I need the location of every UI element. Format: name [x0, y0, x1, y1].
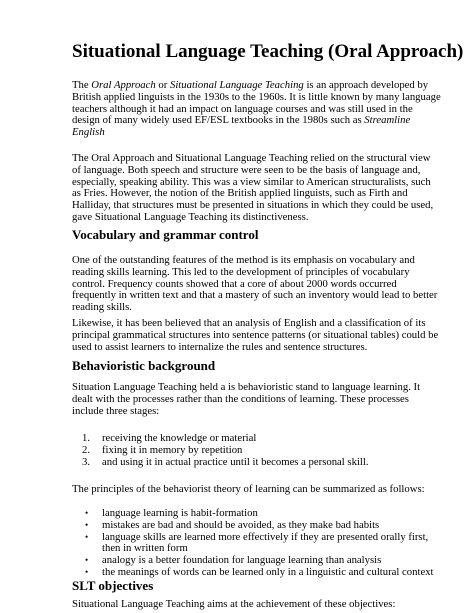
- intro-paragraph: [72, 79, 441, 139]
- term-streamline: Streamline: [364, 114, 411, 127]
- paragraph-line: Halliday, that structures must be presented in situations in which they could be used,: [72, 199, 434, 212]
- behavioristic-paragraph: [72, 381, 421, 417]
- heading-behavioristic: Behavioristic background: [72, 358, 216, 373]
- paragraph-line: Situational Language Teaching aims at the achievement of these objectives:: [72, 598, 396, 610]
- heading-vocabulary: Vocabulary and grammar control: [72, 227, 259, 242]
- bullet-icon: •: [85, 508, 89, 518]
- paragraph-line: of language. Both speech and structure were seen to be the basis of language and,: [72, 163, 421, 176]
- paragraph-line: Situation Language Teaching held a is behavioristic stand to language learning. It: [72, 381, 421, 393]
- paragraph-line: reading skills.: [72, 301, 132, 314]
- intro-line-1: The Oral Approach or Situational Language Teaching is an approach developed by: [72, 79, 429, 91]
- term-slt: Situational Language Teaching: [169, 79, 304, 91]
- list-number: 1.: [82, 432, 91, 444]
- intro-line-3: teachers although it had an impact on language courses and was still used in the: [72, 102, 413, 115]
- list-number: 3.: [82, 455, 91, 468]
- intro-line-2: British applied linguists in the 1930s to the 1960s. It is little known by many language: [72, 90, 441, 103]
- list-item: • mistakes are bad and should be avoided, as they make bad habits: [85, 518, 380, 531]
- paragraph-line: The Oral Approach and Situational Language Teaching relied on the structural view: [72, 152, 431, 164]
- list-item: 3. and using it in actual practice until it becomes a personal skill.: [82, 455, 369, 468]
- list-item: • the meanings of words can be learned only in a linguistic and cultural context: [85, 565, 434, 578]
- paragraph-line: reading skills learning. This led to the development of principles of vocabulary: [72, 265, 410, 278]
- principles-list: [72, 508, 434, 579]
- stages-list: [72, 433, 369, 468]
- list-item: • language skills are learned more effectively if they are presented orally first, then in written form: [85, 530, 429, 555]
- list-item: • language learning is habit-formation: [85, 507, 258, 519]
- bullet-icon: •: [85, 555, 89, 566]
- bullet-icon: •: [85, 531, 89, 542]
- paragraph-line: Likewise, it has been believed that an analysis of English and a classification of its: [72, 317, 426, 329]
- bullet-icon: •: [85, 519, 89, 530]
- list-item: 1. receiving the knowledge or material: [82, 432, 257, 444]
- structural-view-paragraph: [72, 152, 434, 224]
- paragraph-line: dealt with the processes rather than the conditions of learning. These processes: [72, 392, 409, 405]
- paragraph-line: The principles of the behaviorist theory of learning can be summarized as follows:: [72, 483, 425, 495]
- paragraph-line: gave Situational Language Teaching its distinctiveness.: [72, 210, 309, 223]
- paragraph-line: One of the outstanding features of the method is its emphasis on vocabulary and: [72, 254, 415, 266]
- vocabulary-paragraph-2: [72, 317, 439, 353]
- paragraph-line: used to assist learners to internalize the rules and sentence structures.: [72, 340, 368, 353]
- list-number: 2.: [82, 443, 91, 456]
- intro-line-4: design of many widely used EF/ESL textbooks in the 1980s such as Streamline: [72, 114, 411, 127]
- objectives-paragraph: [72, 599, 412, 611]
- list-item: 2. fixing it in memory by repetition: [82, 443, 243, 456]
- list-item: • analogy is a better foundation for language learning than analysis: [85, 554, 382, 567]
- heading-slt-objectives: SLT objectives: [72, 578, 154, 593]
- term-oral-approach: Oral Approach: [91, 79, 156, 91]
- principles-intro: [72, 483, 425, 496]
- intro-line-5: English: [72, 126, 105, 139]
- vocabulary-paragraph-1: [72, 254, 438, 314]
- page-title: Situational Language Teaching (Oral Approach): [72, 41, 464, 62]
- paragraph-line: control. Frequency counts showed that a core of about 2000 words occurred: [72, 277, 397, 290]
- paragraph-line: as Fries. However, the notion of the British applied linguists, such as Firth and: [72, 187, 408, 200]
- paragraph-line: especially, speaking ability. This was a view similar to American structuralists, such: [72, 175, 431, 188]
- paragraph-line: frequently in written text and that a mastery of such an inventory would lead to better: [72, 289, 438, 302]
- paragraph-line: principal grammatical structures into sentence patterns (or situational tables) could be: [72, 328, 439, 341]
- bullet-icon: •: [85, 566, 89, 577]
- paragraph-line: include three stages:: [72, 404, 160, 417]
